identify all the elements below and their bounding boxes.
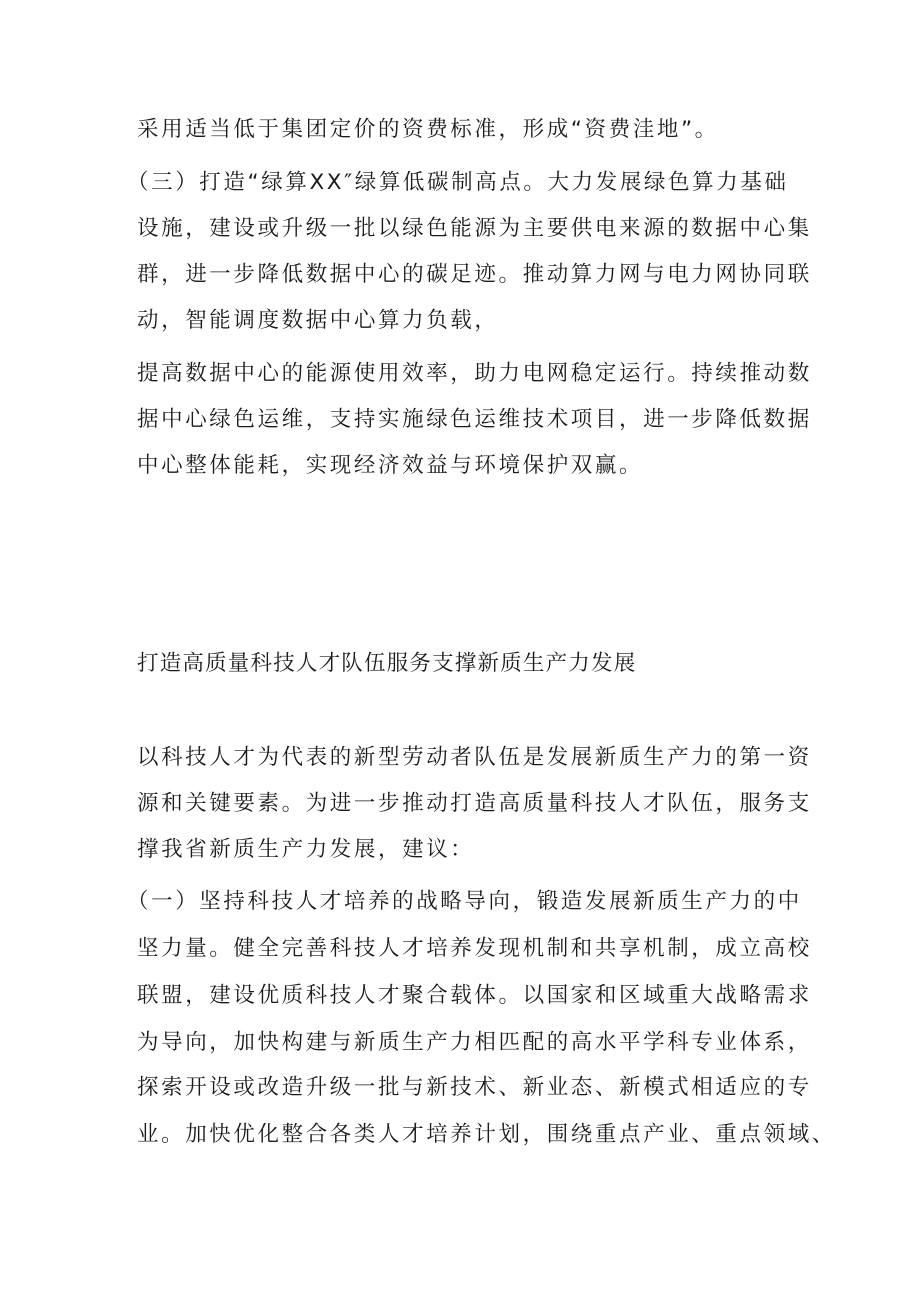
paragraph-line: 据中心绿色运维，支持实施绿色运维技术项目，进一步降低数据 (137, 407, 812, 432)
paragraph-line: 采用适当低于集团定价的资费标准，形成“资费洼地”。 (137, 117, 719, 142)
paragraph-line: 以科技人才为代表的新型劳动者队伍是发展新质生产力的第一资 (137, 745, 812, 770)
section-title: 打造高质量科技人才队伍服务支撑新质生产力发展 (137, 651, 637, 676)
paragraph-line: 群，进一步降低数据中心的碳足迹。推动算力网与电力网协同联 (137, 262, 812, 287)
paragraph-line: （一）坚持科技人才培养的战略导向，锻造发展新质生产力的中 (127, 889, 802, 914)
paragraph-line: 探索开设或改造升级一批与新技术、新业态、新模式相适应的专 (137, 1075, 812, 1100)
paragraph-line: 联盟，建设优质科技人才聚合载体。以国家和区域重大战略需求 (137, 983, 812, 1008)
paragraph-line: 设施，建设或升级一批以绿色能源为主要供电来源的数据中心集 (137, 216, 812, 241)
paragraph-line: 业。加快优化整合各类人才培养计划，围绕重点产业、重点领域、 (137, 1122, 836, 1147)
paragraph-line: 撑我省新质生产力发展，建议： (137, 837, 475, 862)
paragraph-line: 动，智能调度数据中心算力负载， (137, 308, 499, 333)
paragraph-line: 坚力量。健全完善科技人才培养发现机制和共享机制，成立高校 (137, 936, 812, 961)
paragraph-line: 源和关键要素。为进一步推动打造高质量科技人才队伍，服务支 (137, 791, 812, 816)
paragraph-line: 中心整体能耗，实现经济效益与环境保护双赢。 (137, 453, 644, 478)
paragraph-line: （三）打造“绿算XX″绿算低碳制高点。大力发展绿色算力基础 (127, 170, 789, 195)
paragraph-line: 为导向，加快构建与新质生产力相匹配的高水平学科专业体系， (137, 1030, 812, 1055)
paragraph-line: 提高数据中心的能源使用效率，助力电网稳定运行。持续推动数 (137, 361, 812, 386)
